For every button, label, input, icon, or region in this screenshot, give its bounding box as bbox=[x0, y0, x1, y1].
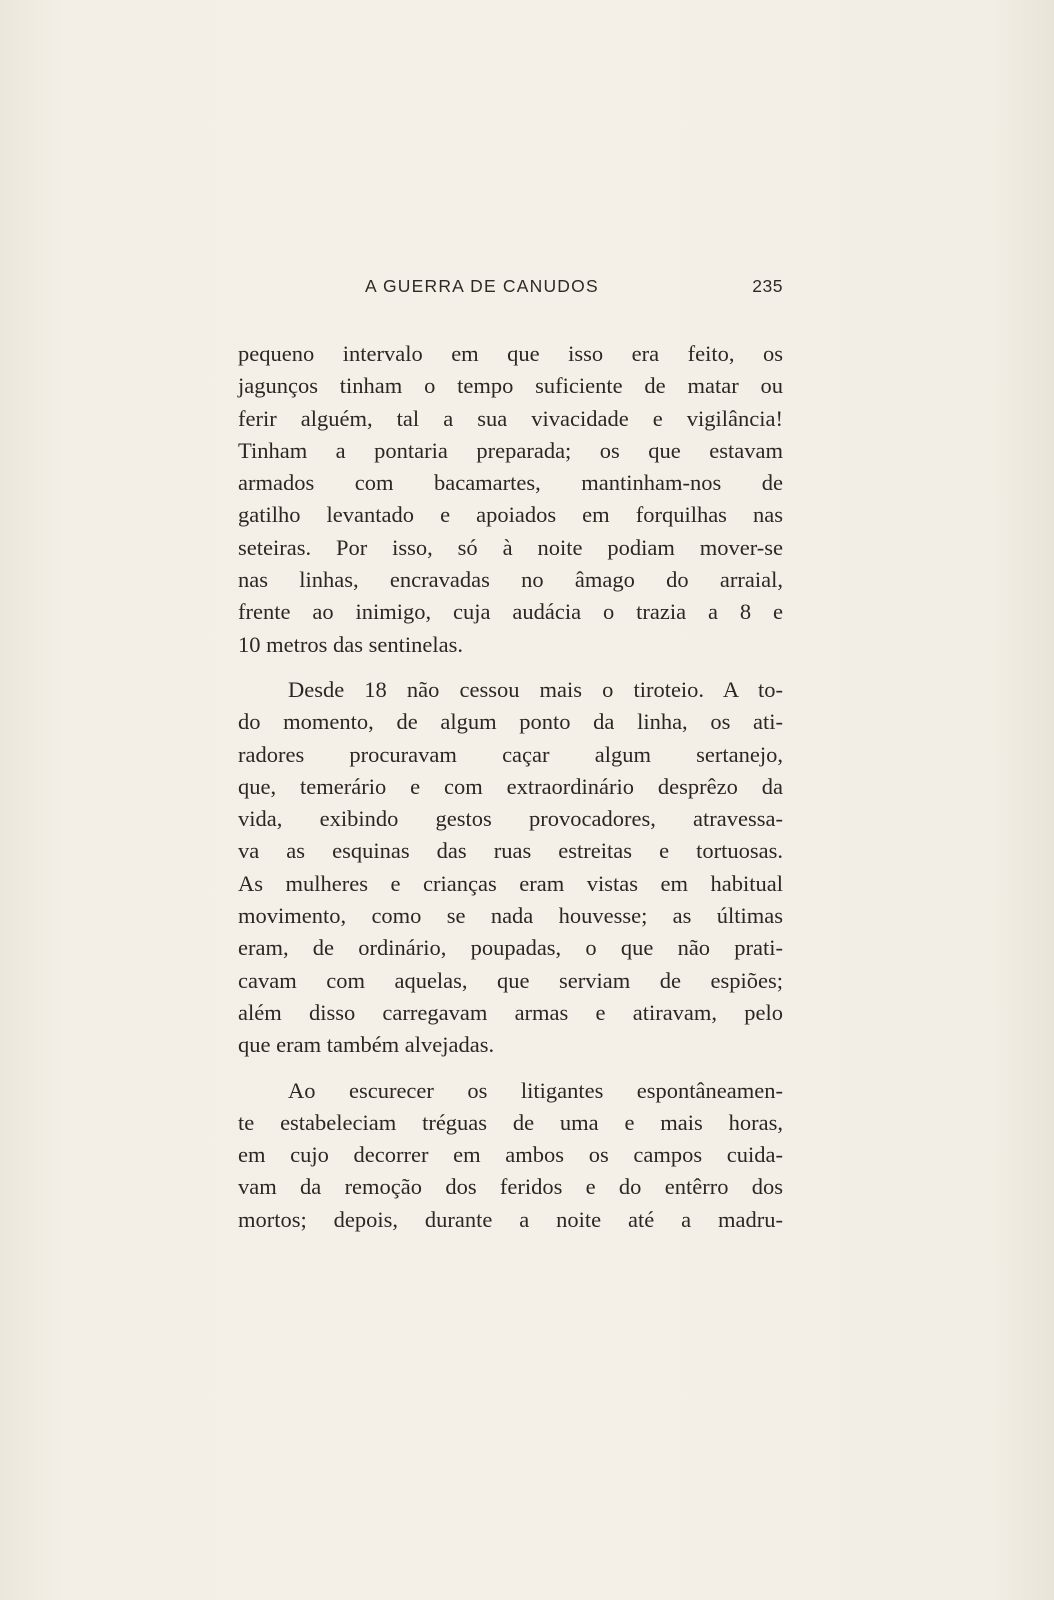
text-line: 10 metros das sentinelas. bbox=[238, 631, 463, 657]
text-line: nas linhas, encravadas no âmago do arraial, bbox=[238, 567, 783, 593]
text-line: jagunços tinham o tempo suficiente de matar ou bbox=[238, 373, 783, 399]
text-line: radores procuravam caçar algum sertanejo, bbox=[238, 741, 783, 767]
text-line: que, temerário e com extraordinário desprêzo da bbox=[238, 773, 783, 799]
text-line: te estabeleciam tréguas de uma e mais horas, bbox=[238, 1109, 783, 1135]
text-line: armados com bacamartes, mantinham-nos de bbox=[238, 470, 783, 496]
text-line: vida, exibindo gestos provocadores, atravessa- bbox=[238, 806, 783, 832]
paragraph-3 bbox=[238, 1075, 783, 1236]
paragraph-gap bbox=[238, 1062, 783, 1075]
running-title: A GUERRA DE CANUDOS bbox=[365, 276, 599, 296]
page-number: 235 bbox=[752, 276, 783, 296]
paragraph-2 bbox=[238, 674, 783, 1062]
text-line: ferir alguém, tal a sua vivacidade e vigilância! bbox=[238, 405, 783, 431]
text-line: que eram também alvejadas. bbox=[238, 1032, 495, 1058]
text-line: As mulheres e crianças eram vistas em habitual bbox=[238, 870, 783, 896]
text-line: eram, de ordinário, poupadas, o que não prati- bbox=[238, 935, 783, 961]
text-line: Ao escurecer os litigantes espontâneamen- bbox=[288, 1077, 783, 1103]
text-line: mortos; depois, durante a noite até a madru- bbox=[238, 1206, 783, 1232]
text-line: pequeno intervalo em que isso era feito, os bbox=[238, 341, 783, 366]
paragraph-gap bbox=[238, 661, 783, 674]
text-line: gatilho levantado e apoiados em forquilhas nas bbox=[238, 502, 783, 528]
text-line: além disso carregavam armas e atiravam, pelo bbox=[238, 999, 783, 1025]
text-line: va as esquinas das ruas estreitas e tortuosas. bbox=[238, 838, 783, 864]
text-line: frente ao inimigo, cuja audácia o trazia a 8 e bbox=[238, 599, 783, 625]
text-line: cavam com aquelas, que serviam de espiões; bbox=[238, 967, 783, 993]
text-line: seteiras. Por isso, só à noite podiam mover-se bbox=[238, 534, 783, 560]
text-line: Desde 18 não cessou mais o tiroteio. A to- bbox=[288, 676, 783, 702]
body-text bbox=[238, 338, 783, 1236]
text-line: movimento, como se nada houvesse; as últimas bbox=[238, 903, 783, 929]
paragraph-1 bbox=[238, 338, 783, 661]
text-line: vam da remoção dos feridos e do entêrro dos bbox=[238, 1174, 783, 1200]
running-header bbox=[238, 276, 783, 302]
text-line: do momento, de algum ponto da linha, os ati- bbox=[238, 709, 783, 735]
text-line: Tinham a pontaria preparada; os que estavam bbox=[238, 437, 783, 463]
text-line: em cujo decorrer em ambos os campos cuida- bbox=[238, 1142, 783, 1168]
